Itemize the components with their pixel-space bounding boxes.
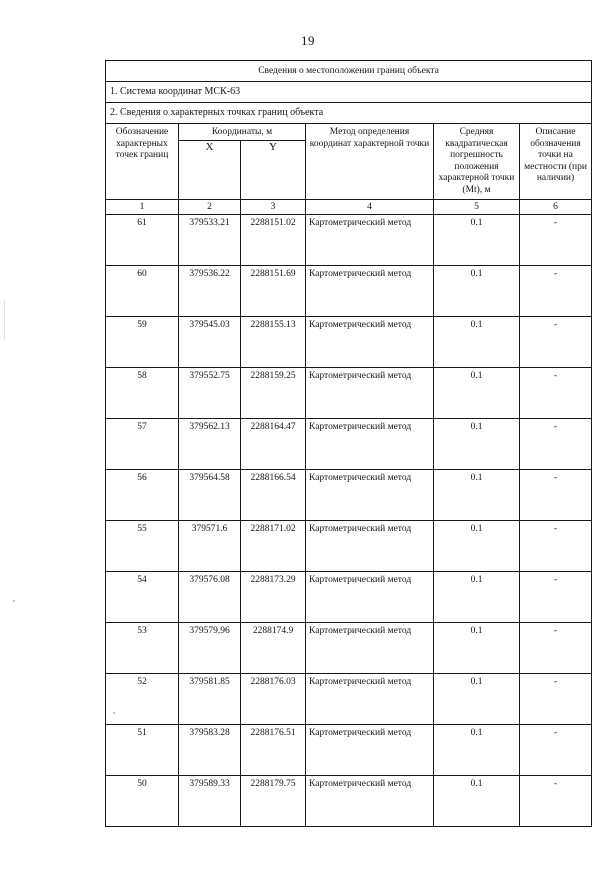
header-determination-method: Метод определения координат характерной точки bbox=[306, 124, 434, 200]
cell-coordinate-x: 379579.96 bbox=[179, 623, 241, 674]
cell-error: 0.1 bbox=[434, 521, 520, 572]
section-coordinate-system: 1. Система координат МСК-63 bbox=[106, 82, 592, 103]
table-row bbox=[106, 572, 592, 623]
cell-point-number: 54 bbox=[106, 572, 179, 623]
cell-coordinate-y: 2288151.02 bbox=[241, 215, 306, 266]
cell-error: 0.1 bbox=[434, 419, 520, 470]
banner-title: Сведения о местоположении границ объекта bbox=[106, 61, 592, 82]
cell-error: 0.1 bbox=[434, 368, 520, 419]
cell-method: Картометрический метод bbox=[306, 776, 434, 827]
cell-coordinate-x: 379536.22 bbox=[179, 266, 241, 317]
cell-coordinate-x: 379545.03 bbox=[179, 317, 241, 368]
header-mean-square-error: Средняя квадратическая погрешность положения характерной точки (Мt), м bbox=[434, 124, 520, 200]
cell-description: - bbox=[520, 470, 592, 521]
cell-coordinate-y: 2288176.03 bbox=[241, 674, 306, 725]
cell-description: - bbox=[520, 725, 592, 776]
cell-error: 0.1 bbox=[434, 572, 520, 623]
scan-artifact bbox=[113, 712, 115, 714]
cell-error: 0.1 bbox=[434, 215, 520, 266]
cell-method: Картометрический метод bbox=[306, 725, 434, 776]
cell-point-number: 56 bbox=[106, 470, 179, 521]
header-point-designation: Обозначение характерных точек границ bbox=[106, 124, 179, 200]
table-row bbox=[106, 470, 592, 521]
cell-coordinate-y: 2288151.69 bbox=[241, 266, 306, 317]
cell-coordinate-y: 2288164.47 bbox=[241, 419, 306, 470]
cell-point-number: 53 bbox=[106, 623, 179, 674]
table-header-row-1 bbox=[106, 124, 592, 141]
table-row bbox=[106, 776, 592, 827]
cell-point-number: 61 bbox=[106, 215, 179, 266]
cell-point-number: 60 bbox=[106, 266, 179, 317]
page-number: 19 bbox=[301, 33, 315, 48]
cell-description: - bbox=[520, 266, 592, 317]
cell-coordinate-x: 379571.6 bbox=[179, 521, 241, 572]
table-row bbox=[106, 674, 592, 725]
table-section2-row bbox=[106, 103, 592, 124]
cell-method: Картометрический метод bbox=[306, 419, 434, 470]
cell-method: Картометрический метод bbox=[306, 317, 434, 368]
table-column-number-row bbox=[106, 200, 592, 215]
header-coordinate-y: Y bbox=[241, 141, 306, 200]
cell-error: 0.1 bbox=[434, 317, 520, 368]
cell-point-number: 57 bbox=[106, 419, 179, 470]
cell-coordinate-x: 379552.75 bbox=[179, 368, 241, 419]
cell-method: Картометрический метод bbox=[306, 521, 434, 572]
coordinates-table-container bbox=[105, 60, 591, 827]
cell-coordinate-y: 2288179.75 bbox=[241, 776, 306, 827]
cell-method: Картометрический метод bbox=[306, 623, 434, 674]
cell-description: - bbox=[520, 623, 592, 674]
column-number-1: 1 bbox=[106, 200, 179, 215]
header-coordinates-group: Координаты, м bbox=[179, 124, 306, 141]
cell-description: - bbox=[520, 572, 592, 623]
cell-point-number: 58 bbox=[106, 368, 179, 419]
scan-artifact bbox=[4, 300, 5, 340]
table-row bbox=[106, 623, 592, 674]
cell-coordinate-y: 2288174.9 bbox=[241, 623, 306, 674]
cell-coordinate-y: 2288159.25 bbox=[241, 368, 306, 419]
boundary-points-table bbox=[105, 60, 592, 827]
cell-method: Картометрический метод bbox=[306, 266, 434, 317]
cell-coordinate-x: 379581.85 bbox=[179, 674, 241, 725]
column-number-2: 2 bbox=[179, 200, 241, 215]
cell-coordinate-y: 2288166.54 bbox=[241, 470, 306, 521]
column-number-6: 6 bbox=[520, 200, 592, 215]
scan-artifact bbox=[13, 600, 15, 602]
cell-coordinate-x: 379589.33 bbox=[179, 776, 241, 827]
cell-coordinate-x: 379576.08 bbox=[179, 572, 241, 623]
cell-coordinate-x: 379564.58 bbox=[179, 470, 241, 521]
cell-point-number: 55 bbox=[106, 521, 179, 572]
table-section1-row bbox=[106, 82, 592, 103]
cell-description: - bbox=[520, 674, 592, 725]
cell-error: 0.1 bbox=[434, 470, 520, 521]
cell-description: - bbox=[520, 776, 592, 827]
cell-point-number: 59 bbox=[106, 317, 179, 368]
cell-coordinate-x: 379533.21 bbox=[179, 215, 241, 266]
table-row bbox=[106, 266, 592, 317]
cell-error: 0.1 bbox=[434, 266, 520, 317]
header-point-description: Описание обозначения точки на местности (при наличии) bbox=[520, 124, 592, 200]
cell-method: Картометрический метод bbox=[306, 368, 434, 419]
cell-description: - bbox=[520, 215, 592, 266]
cell-point-number: 52 bbox=[106, 674, 179, 725]
cell-coordinate-y: 2288171.02 bbox=[241, 521, 306, 572]
cell-method: Картометрический метод bbox=[306, 470, 434, 521]
table-row bbox=[106, 368, 592, 419]
header-coordinate-x: X bbox=[179, 141, 241, 200]
table-row bbox=[106, 419, 592, 470]
cell-error: 0.1 bbox=[434, 623, 520, 674]
table-banner-row bbox=[106, 61, 592, 82]
column-number-4: 4 bbox=[306, 200, 434, 215]
cell-error: 0.1 bbox=[434, 725, 520, 776]
cell-description: - bbox=[520, 419, 592, 470]
cell-point-number: 51 bbox=[106, 725, 179, 776]
cell-coordinate-x: 379562.13 bbox=[179, 419, 241, 470]
cell-error: 0.1 bbox=[434, 776, 520, 827]
table-row bbox=[106, 215, 592, 266]
column-number-3: 3 bbox=[241, 200, 306, 215]
cell-point-number: 50 bbox=[106, 776, 179, 827]
cell-method: Картометрический метод bbox=[306, 572, 434, 623]
cell-description: - bbox=[520, 368, 592, 419]
cell-coordinate-y: 2288176.51 bbox=[241, 725, 306, 776]
table-row bbox=[106, 521, 592, 572]
column-number-5: 5 bbox=[434, 200, 520, 215]
cell-description: - bbox=[520, 317, 592, 368]
cell-description: - bbox=[520, 521, 592, 572]
cell-coordinate-y: 2288173.29 bbox=[241, 572, 306, 623]
cell-error: 0.1 bbox=[434, 674, 520, 725]
cell-coordinate-x: 379583.28 bbox=[179, 725, 241, 776]
cell-method: Картометрический метод bbox=[306, 674, 434, 725]
table-row bbox=[106, 725, 592, 776]
section-boundary-points: 2. Сведения о характерных точках границ объекта bbox=[106, 103, 592, 124]
cell-coordinate-y: 2288155.13 bbox=[241, 317, 306, 368]
cell-method: Картометрический метод bbox=[306, 215, 434, 266]
table-row bbox=[106, 317, 592, 368]
